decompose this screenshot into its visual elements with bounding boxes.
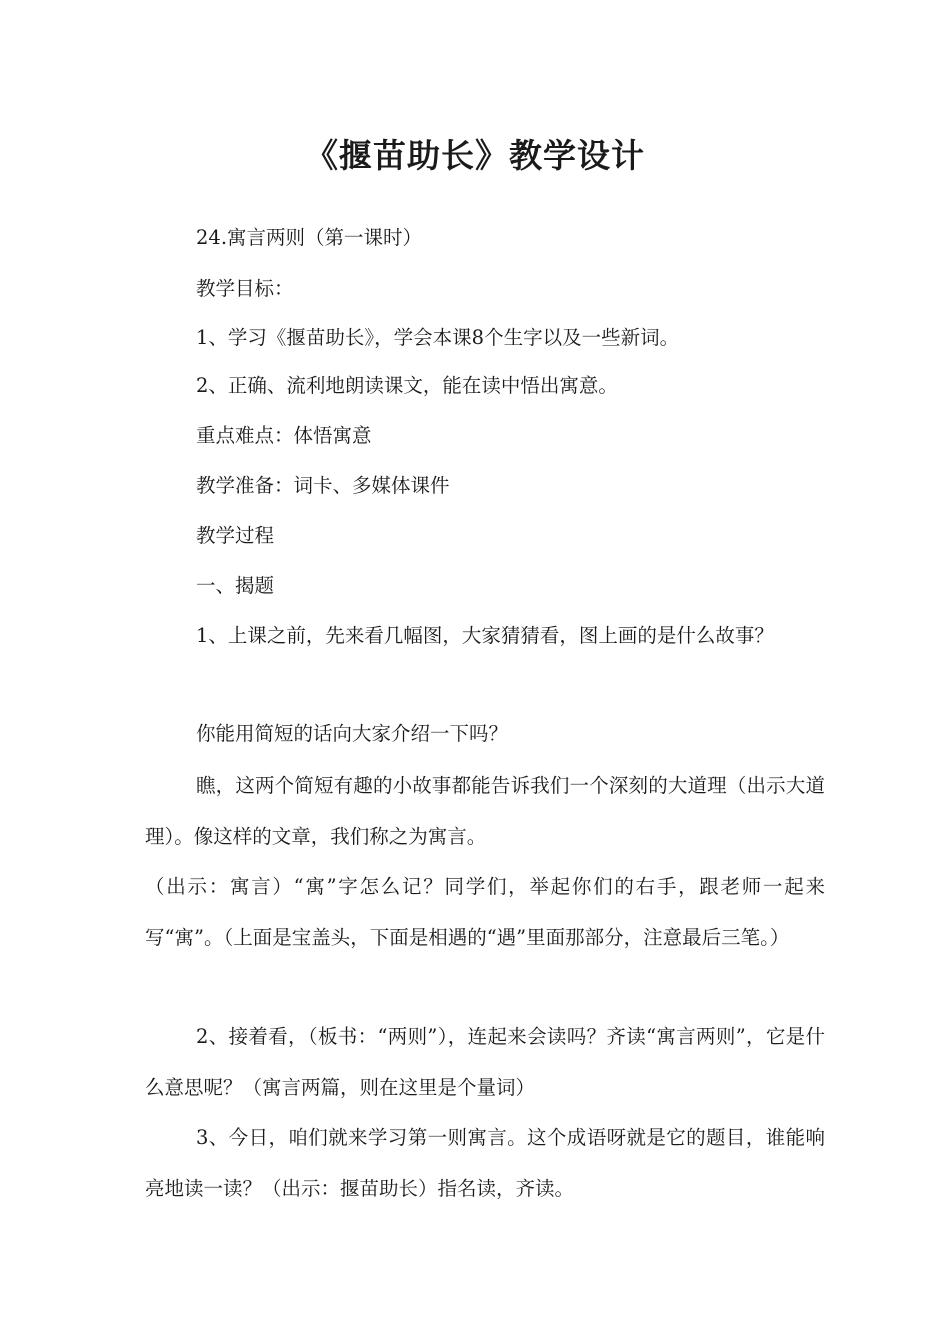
document-title: 《揠苗助长》教学设计	[305, 136, 645, 175]
preparation: 教学准备：词卡、多媒体课件	[196, 474, 450, 497]
key-point: 重点难点：体悟寓意	[196, 424, 372, 447]
paragraph-5: 2、接着看，（板书：“两则”），连起来会读吗？齐读“寓言两则”，它是什么意思呢？（寓言两篇，则在这里是个量词）	[145, 1025, 825, 1099]
process-heading: 教学过程	[196, 524, 275, 547]
paragraph-3: 瞧，这两个简短有趣的小故事都能告诉我们一个深刻的大道理（出示大道理）。像这样的文章，我们称之为寓言。	[145, 774, 825, 848]
paragraph-1: 1、上课之前，先来看几幅图，大家猜猜看，图上画的是什么故事？	[196, 624, 774, 647]
paragraph-4: （出示：寓言）“寓”字怎么记？同学们，举起你们的右手，跟老师一起来写“寓”。（上面是宝盖头，下面是相遇的“遇”里面那部分，注意最后三笔。）	[145, 875, 825, 949]
paragraph-2: 你能用简短的话向大家介绍一下吗？	[196, 722, 509, 745]
lesson-line: 24.寓言两则（第一课时）	[196, 226, 423, 249]
objective-2: 2、正确、流利地朗读课文，能在读中悟出寓意。	[196, 374, 618, 397]
paragraph-6: 3、今日，咱们就来学习第一则寓言。这个成语呀就是它的题目，谁能响亮地读一读？（出示：揠苗助长）指名读，齐读。	[145, 1126, 825, 1200]
section-heading-1: 一、揭题	[196, 574, 275, 597]
objectives-heading: 教学目标：	[196, 277, 294, 300]
objective-1: 1、学习《揠苗助长》，学会本课8个生字以及一些新词。	[196, 326, 680, 349]
